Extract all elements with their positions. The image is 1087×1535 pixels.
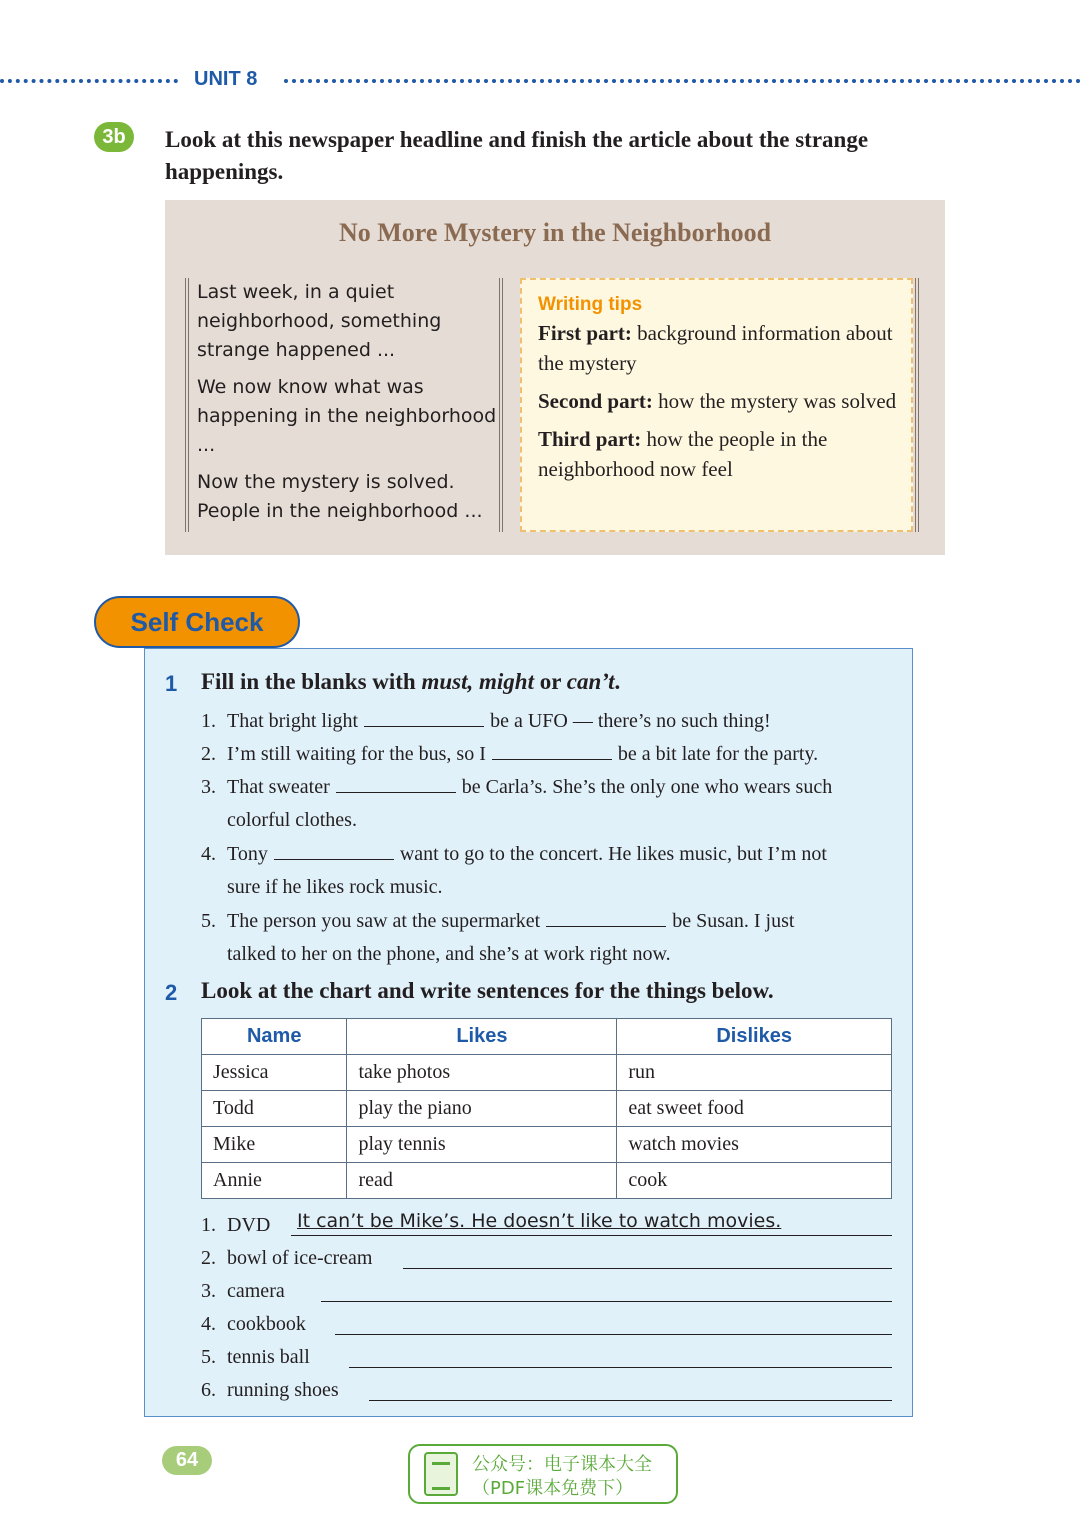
- fill-in-item: 5. The person you saw at the supermarket be Susan. I just: [201, 905, 794, 938]
- answer-line[interactable]: [403, 1268, 892, 1269]
- column-header: Dislikes: [617, 1019, 892, 1055]
- fill-in-item-continuation: talked to her on the phone, and she’s at work right now.: [227, 943, 671, 965]
- writing-tip: [538, 318, 897, 378]
- newspaper-headline: No More Mystery in the Neighborhood: [338, 218, 772, 247]
- table-cell: Jessica: [202, 1055, 347, 1091]
- answer-blank[interactable]: [364, 706, 484, 727]
- answer-blank[interactable]: [336, 772, 456, 793]
- table-cell: take photos: [347, 1055, 617, 1091]
- example-answer: It can’t be Mike’s. He doesn’t like to watch movies.: [297, 1210, 782, 1232]
- fill-in-item: 2. I’m still waiting for the bus, so I be a bit late for the party.: [201, 738, 818, 771]
- table-cell: read: [347, 1163, 617, 1199]
- book-icon: [424, 1452, 458, 1496]
- writing-item: 6. running shoes: [201, 1374, 892, 1407]
- article-prompt: Now the mystery is solved. People in the neighborhood ...: [197, 471, 483, 522]
- answer-line[interactable]: [321, 1301, 892, 1302]
- table-cell: play tennis: [347, 1127, 617, 1163]
- likes-dislikes-table: [201, 1018, 892, 1199]
- writing-item: 1. DVD It can’t be Mike’s. He doesn’t like to watch movies.: [201, 1209, 892, 1242]
- fill-in-item-continuation: sure if he likes rock music.: [227, 876, 443, 898]
- self-check-badge: Self Check: [94, 596, 300, 648]
- table-row: [202, 1091, 892, 1127]
- dotted-rule-left: [0, 79, 178, 83]
- writing-tip: [538, 424, 897, 484]
- fill-in-item-continuation: colorful clothes.: [227, 809, 357, 831]
- watermark-badge: [408, 1444, 678, 1504]
- article-box: [165, 200, 945, 555]
- fill-in-item: 4. Tony want to go to the concert. He likes music, but I’m not: [201, 838, 827, 871]
- item-label: cookbook: [227, 1313, 306, 1335]
- article-prompt: Last week, in a quiet neighborhood, something strange happened ...: [197, 281, 442, 361]
- tip-label: First part:: [538, 321, 632, 345]
- dotted-rule-right: [284, 79, 1081, 83]
- article-prompts: [185, 278, 503, 532]
- table-cell: watch movies: [617, 1127, 892, 1163]
- question-number: 2: [165, 980, 178, 1005]
- item-label: bowl of ice-cream: [227, 1247, 373, 1269]
- article-prompt: We now know what was happening in the neighborhood ...: [197, 376, 497, 456]
- fill-in-item: 3. That sweater be Carla’s. She’s the only one who wears such: [201, 771, 832, 804]
- tip-text: background information about the mystery: [538, 321, 893, 375]
- writing-tips-title: Writing tips: [538, 294, 643, 315]
- table-row: [202, 1163, 892, 1199]
- writing-item: 5. tennis ball: [201, 1341, 892, 1374]
- writing-item: 4. cookbook: [201, 1308, 892, 1341]
- table-cell: eat sweet food: [617, 1091, 892, 1127]
- table-cell: cook: [617, 1163, 892, 1199]
- table-row: [202, 1055, 892, 1091]
- tip-text: how the people in the neighborhood now feel: [538, 427, 828, 481]
- item-label: running shoes: [227, 1379, 339, 1401]
- watermark-line: 公众号：电子课本大全: [472, 1454, 652, 1475]
- question-title: Look at the chart and write sentences for the things below.: [201, 978, 774, 1003]
- answer-line[interactable]: [335, 1334, 892, 1335]
- answer-line[interactable]: [369, 1400, 892, 1401]
- column-header: Likes: [347, 1019, 617, 1055]
- watermark-line: （PDF课本免费下）: [472, 1478, 634, 1499]
- column-header: Name: [202, 1019, 347, 1055]
- exercise-badge-3b: 3b: [94, 122, 134, 152]
- page-number: 64: [162, 1446, 212, 1475]
- item-label: camera: [227, 1280, 285, 1302]
- column-rule: [915, 278, 925, 532]
- tip-label: Second part:: [538, 389, 653, 413]
- writing-item: 2. bowl of ice-cream: [201, 1242, 892, 1275]
- table-cell: play the piano: [347, 1091, 617, 1127]
- table-cell: Todd: [202, 1091, 347, 1127]
- table-header-row: [202, 1019, 892, 1055]
- writing-item: 3. camera: [201, 1275, 892, 1308]
- answer-blank[interactable]: [274, 839, 394, 860]
- question-number: 1: [165, 671, 178, 696]
- unit-header: [0, 68, 1087, 94]
- tip-text: how the mystery was solved: [652, 389, 897, 413]
- table-cell: run: [617, 1055, 892, 1091]
- unit-label: UNIT 8: [194, 68, 258, 90]
- tip-label: Third part:: [538, 427, 642, 451]
- table-cell: Mike: [202, 1127, 347, 1163]
- item-label: DVD: [227, 1214, 271, 1236]
- answer-blank[interactable]: [546, 906, 666, 927]
- table-cell: Annie: [202, 1163, 347, 1199]
- answer-line[interactable]: [349, 1367, 892, 1368]
- self-check-panel: [144, 648, 913, 1417]
- fill-in-item: 1. That bright light be a UFO — there’s no such thing!: [201, 705, 771, 738]
- writing-tips-box: [520, 278, 913, 532]
- question-title: Fill in the blanks with must, might or can’t.: [201, 669, 621, 694]
- exercise-instruction: Look at this newspaper headline and finish the article about the strange happenings.: [165, 127, 869, 184]
- item-label: tennis ball: [227, 1346, 310, 1368]
- writing-tip: [538, 386, 897, 416]
- answer-blank[interactable]: [492, 739, 612, 760]
- table-row: [202, 1127, 892, 1163]
